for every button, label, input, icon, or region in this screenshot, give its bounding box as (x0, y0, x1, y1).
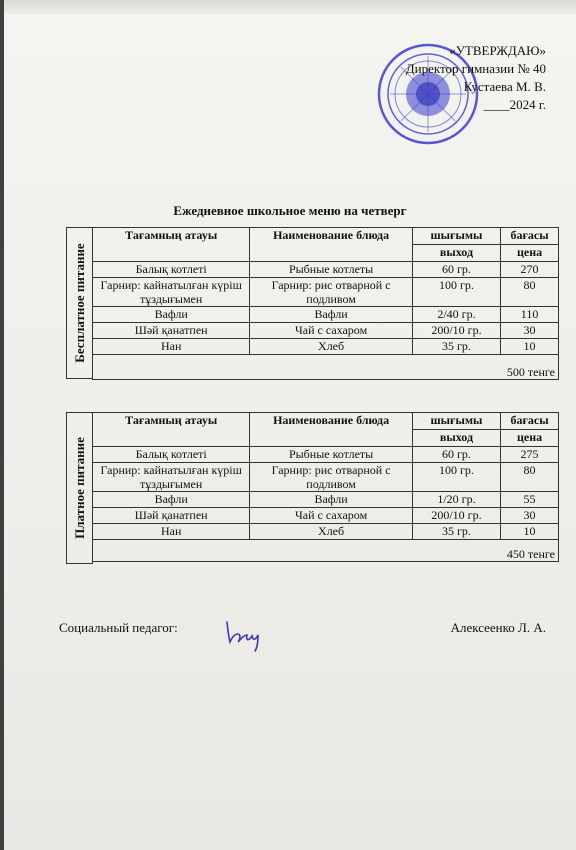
header-row (93, 228, 559, 245)
handwritten-signature (222, 608, 266, 652)
free-menu-total: 500 тенге (93, 355, 559, 380)
cell-price: 30 (501, 508, 559, 524)
cell-price: 30 (501, 323, 559, 339)
cell-output: 1/20 гр. (412, 492, 500, 508)
free-menu-table (92, 227, 559, 380)
cell-ru: Хлеб (250, 339, 412, 355)
cell-output: 2/40 гр. (412, 307, 500, 323)
table-row (93, 278, 559, 307)
cell-price: 10 (501, 339, 559, 355)
col-kz-name: Тағамның атауы (93, 413, 250, 447)
col-price-bottom: цена (501, 245, 559, 262)
cell-output: 200/10 гр. (412, 508, 500, 524)
cell-ru: Чай с сахаром (250, 508, 412, 524)
col-output-top: шығымы (412, 228, 500, 245)
approval-position: Директор гимназии № 40 (405, 61, 546, 76)
table-row (93, 463, 559, 492)
cell-output: 200/10 гр. (412, 323, 500, 339)
cell-price: 80 (501, 278, 559, 307)
cell-ru: Гарнир: рис отварной с подливом (250, 278, 412, 307)
teacher-name: Алексеенко Л. А. (450, 620, 546, 635)
cell-output: 60 гр. (412, 262, 500, 278)
cell-kz: Гарнир: кайнатылған күріш тұздығымен (93, 278, 250, 307)
cell-kz: Вафли (93, 307, 250, 323)
cell-kz: Шәй қанатпен (93, 323, 250, 339)
social-teacher-label: Социальный педагог: (59, 620, 178, 635)
cell-kz: Вафли (93, 492, 250, 508)
cell-ru: Рыбные котлеты (250, 447, 412, 463)
cell-price: 275 (501, 447, 559, 463)
col-output-bottom: выход (412, 430, 500, 447)
approval-block (386, 42, 546, 114)
table-row (93, 492, 559, 508)
cell-kz: Шәй қанатпен (93, 508, 250, 524)
cell-output: 100 гр. (412, 463, 500, 492)
cell-kz: Гарнир: кайнатылған күріш тұздығымен (93, 463, 250, 492)
table-row (93, 323, 559, 339)
paid-menu-table (92, 412, 559, 562)
cell-kz: Балық котлеті (93, 447, 250, 463)
total-row (93, 355, 559, 380)
cell-kz: Нан (93, 524, 250, 540)
cell-kz: Балық котлеті (93, 262, 250, 278)
total-row (93, 540, 559, 562)
col-price-bottom: цена (501, 430, 559, 447)
cell-kz: Нан (93, 339, 250, 355)
cell-price: 55 (501, 492, 559, 508)
paid-menu-side-label: Платное питание (66, 412, 93, 564)
cell-price: 110 (501, 307, 559, 323)
cell-output: 35 гр. (412, 524, 500, 540)
cell-price: 80 (501, 463, 559, 492)
page-title: Ежедневное школьное меню на четверг (173, 203, 407, 218)
col-ru-name: Наименование блюда (250, 228, 412, 262)
cell-ru: Вафли (250, 307, 412, 323)
col-output-top: шығымы (412, 413, 500, 430)
cell-price: 270 (501, 262, 559, 278)
col-ru-name: Наименование блюда (250, 413, 412, 447)
cell-ru: Гарнир: рис отварной с подливом (250, 463, 412, 492)
paper-fold (4, 0, 576, 14)
col-price-top: бағасы (501, 413, 559, 430)
table-row (93, 307, 559, 323)
free-menu-side-label: Бесплатное питание (66, 227, 93, 379)
table-row (93, 508, 559, 524)
col-output-bottom: выход (412, 245, 500, 262)
table-row (93, 262, 559, 278)
table-row (93, 447, 559, 463)
cell-output: 35 гр. (412, 339, 500, 355)
approval-date: ____2024 г. (483, 97, 546, 112)
cell-output: 100 гр. (412, 278, 500, 307)
cell-ru: Рыбные котлеты (250, 262, 412, 278)
cell-ru: Чай с сахаром (250, 323, 412, 339)
cell-output: 60 гр. (412, 447, 500, 463)
header-row (93, 413, 559, 430)
cell-ru: Хлеб (250, 524, 412, 540)
approval-name: Кустаева М. В. (463, 79, 546, 94)
approval-heading: «УТВЕРЖДАЮ» (449, 43, 546, 58)
cell-price: 10 (501, 524, 559, 540)
cell-ru: Вафли (250, 492, 412, 508)
paid-menu-total: 450 тенге (93, 540, 559, 562)
col-price-top: бағасы (501, 228, 559, 245)
table-row (93, 524, 559, 540)
col-kz-name: Тағамның атауы (93, 228, 250, 262)
table-row (93, 339, 559, 355)
menu-sheet (4, 0, 576, 850)
